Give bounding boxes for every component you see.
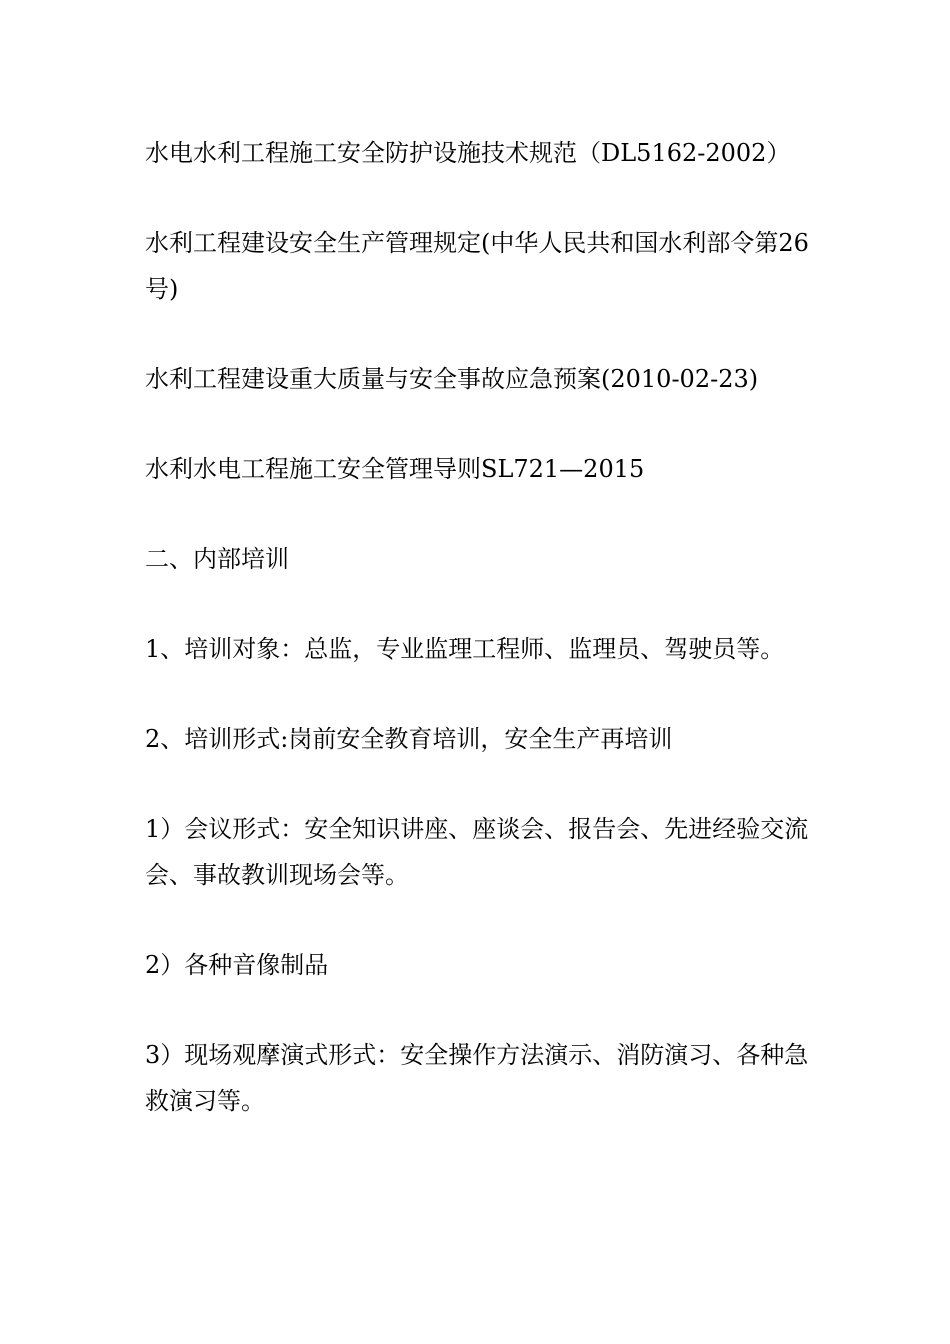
paragraph-training-targets: 1、培训对象：总监，专业监理工程师、监理员、驾驶员等。 bbox=[145, 635, 785, 663]
paragraph-regulation-order-26: 水利工程建设安全生产管理规定(中华人民共和国水利部令第26号) bbox=[145, 229, 809, 303]
paragraph-audio-video: 2）各种音像制品 bbox=[145, 951, 329, 979]
paragraph-guideline-sl721: 水利水电工程施工安全管理导则SL721—2015 bbox=[145, 455, 645, 483]
document-body bbox=[145, 130, 815, 1168]
section-heading-internal-training: 二、内部培训 bbox=[145, 545, 289, 573]
paragraph-training-forms: 2、培训形式:岗前安全教育培训，安全生产再培训 bbox=[145, 725, 673, 753]
paragraph-onsite-demo: 3）现场观摩演式形式：安全操作方法演示、消防演习、各种急救演习等。 bbox=[145, 1041, 809, 1115]
paragraph-emergency-plan: 水利工程建设重大质量与安全事故应急预案(2010-02-23) bbox=[145, 365, 759, 393]
paragraph-standard-dl5162: 水电水利工程施工安全防护设施技术规范（DL5162-2002） bbox=[145, 139, 791, 167]
paragraph-meeting-forms: 1）会议形式：安全知识讲座、座谈会、报告会、先进经验交流会、事故教训现场会等。 bbox=[145, 815, 809, 889]
